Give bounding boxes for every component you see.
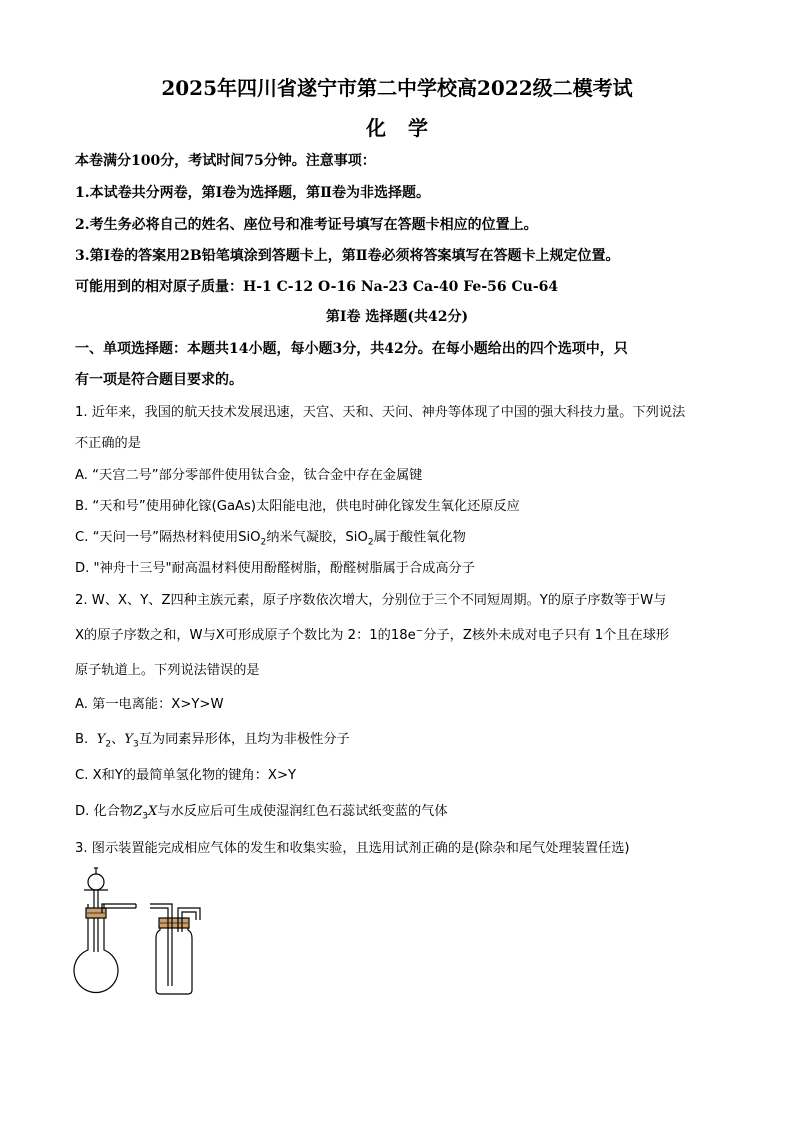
atomic-masses: 可能用到的相对原子质量：H-1 C-12 O-16 Na-23 Ca-40 Fe-56 Cu-64 <box>75 279 559 295</box>
q2-option-c: C. X和Y的最简单氢化物的键角：X>Y <box>75 768 297 783</box>
q1-option-c-mid: 纳米气凝胶，SiO <box>266 530 368 545</box>
q1-option-d: D. "神舟十三号"耐高温材料使用酚醛树脂，酚醛树脂属于合成高分子 <box>75 561 475 576</box>
gas-collecting-bottle-icon <box>150 904 200 994</box>
q1-option-c-post: 属于酸性氧化物 <box>373 530 466 545</box>
q2-option-d-z: Z <box>133 804 143 819</box>
q3-stem: 3. 图示装置能完成相应气体的发生和收集实验，且选用试剂正确的是(除杂和尾气处理装置任选) <box>75 841 630 856</box>
q2-stem-line2-pre: X的原子序数之和，W与X可形成原子个数比为 2：1的18e <box>75 628 416 643</box>
q1-stem-line1: 1. 近年来，我国的航天技术发展迅速，天宫、天和、天问、神舟等体现了中国的强大科技力量。下列说法 <box>75 405 686 420</box>
q2-stem-line1: 2. W、X、Y、Z四种主族元素，原子序数依次增大，分别位于三个不同短周期。Y的原子序数等于W与 <box>75 593 667 608</box>
q2-option-d <box>75 800 448 822</box>
q2-option-d-x: X <box>148 804 158 819</box>
q1-option-c-pre: C. “天问一号”隔热材料使用SiO <box>75 530 261 545</box>
q1-option-b: B. “天和号”使用砷化镓(GaAs)太阳能电池，供电时砷化镓发生氧化还原反应 <box>75 499 520 514</box>
section-instruction-line1: 一、单项选择题：本题共14小题，每小题3分，共42分。在每小题给出的四个选项中，只 <box>75 341 628 357</box>
q2-option-b-post: 互为同素异形体，且均为非极性分子 <box>138 732 350 747</box>
q2-stem-line3: 原子轨道上。下列说法错误的是 <box>75 663 260 678</box>
q2-option-b-sub1: 2 <box>105 739 112 750</box>
q1-stem-line2: 不正确的是 <box>75 436 141 451</box>
delivery-tube-icon <box>102 904 136 913</box>
q2-stem-line2-sup: − <box>415 626 424 637</box>
q2-option-d-post: 与水反应后可生成使湿润红色石蕊试纸变蓝的气体 <box>157 804 448 819</box>
q2-option-b-sep: 、 <box>111 732 125 747</box>
q2-option-d-pre: D. 化合物 <box>75 804 134 819</box>
q2-stem-line2-post: 分子，Z核外未成对电子只有 1个且在球形 <box>423 628 670 643</box>
instruction-item-1: 1.本试卷共分两卷，第Ⅰ卷为选择题，第Ⅱ卷为非选择题。 <box>75 185 430 201</box>
q2-option-b-label: B. <box>75 732 89 747</box>
instructions-intro: 本卷满分100分，考试时间75分钟。注意事项： <box>75 153 376 169</box>
instruction-item-3: 3.第Ⅰ卷的答案用2B铅笔填涂到答题卡上，第Ⅱ卷必须将答案填写在答题卡上规定位置。 <box>75 248 620 264</box>
instruction-item-2: 2.考生务必将自己的姓名、座位号和准考证号填写在答题卡相应的位置上。 <box>75 217 538 233</box>
exam-title: 2025年四川省遂宁市第二中学校高2022级二模考试 <box>161 76 633 100</box>
q1-option-a: A. “天宫二号”部分零部件使用钛合金，钛合金中存在金属键 <box>75 468 423 483</box>
q2-option-d-sub: 3 <box>142 811 149 822</box>
section-instruction-line2: 有一项是符合题目要求的。 <box>75 372 243 388</box>
q1-option-c-sub1: 2 <box>260 537 267 548</box>
gas-apparatus-diagram <box>68 862 238 1002</box>
section-title: 第Ⅰ卷 选择题(共42分) <box>325 309 469 325</box>
round-bottom-flask-icon <box>74 904 118 992</box>
q2-option-b-sub2: 3 <box>133 739 139 750</box>
q2-option-b-y2: Y <box>124 732 133 747</box>
q2-option-b-y1: Y <box>96 732 106 747</box>
q2-option-a: A. 第一电离能：X>Y>W <box>75 697 224 712</box>
subject-title: 化学 <box>366 116 450 140</box>
q2-stem-line2 <box>75 624 669 643</box>
q1-option-c-sub2: 2 <box>367 537 374 548</box>
q1-option-c <box>75 526 466 548</box>
q2-option-b <box>75 728 350 750</box>
